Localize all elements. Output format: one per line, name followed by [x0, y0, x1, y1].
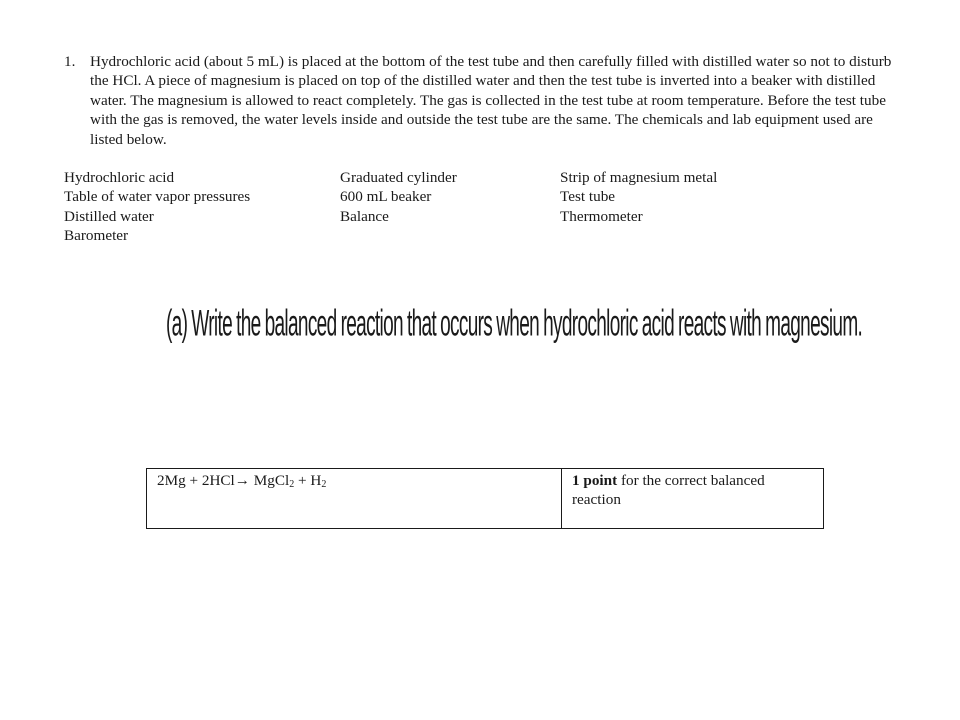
subscript: 2 [321, 479, 327, 490]
question-row [64, 52, 894, 149]
scoring-cell [562, 469, 824, 529]
table-row [147, 469, 824, 529]
equipment-item: Test tube [560, 188, 616, 206]
part-a-prompt: (a) Write the balanced reaction that occurs when hydrochloric acid reacts with magnesium. [166, 302, 863, 345]
equipment-item: 600 mL beaker [340, 188, 432, 206]
equipment-item: Hydrochloric acid [64, 169, 175, 186]
answer-table [146, 468, 824, 529]
equipment-item: Thermometer [560, 207, 643, 225]
equipment-column-3 [560, 168, 717, 226]
equation-product-h: + H [294, 472, 322, 489]
equipment-item: Distilled water [64, 207, 154, 225]
equipment-item: Balance [340, 207, 389, 225]
question-number: 1. [64, 53, 76, 70]
scoring-description: for the correct balanced reaction [572, 472, 765, 509]
scoring-points: 1 point [572, 472, 618, 489]
equipment-item: Table of water vapor pressures [64, 188, 251, 206]
question-text: Hydrochloric acid (about 5 mL) is placed at the bottom of the test tube and then carefully filled with distilled water so not to disturb the HCl. A piece of magnesium is placed on top of the distilled water and then the test tube is inverted into a beaker with distilled water. The magnesium is allowed to react completely. The gas is collected in the test tube at room temperature. Before the test tube with the gas is removed, the water levels inside and outside the test tube are the same. The chemicals and lab equipment used are listed below. [90, 53, 892, 148]
question-1 [64, 52, 894, 149]
equation-product-mgcl: MgCl [249, 472, 290, 489]
equipment-item: Strip of magnesium metal [560, 169, 718, 186]
equipment-column-1 [64, 168, 250, 246]
subscript: 2 [289, 479, 295, 490]
equipment-item: Graduated cylinder [340, 169, 457, 186]
equipment-item: Barometer [64, 227, 129, 245]
equation-reactants: 2Mg + 2HCl [157, 472, 235, 489]
equipment-column-2 [340, 168, 457, 226]
equation-cell [147, 469, 562, 529]
reaction-arrow: → [234, 472, 250, 489]
